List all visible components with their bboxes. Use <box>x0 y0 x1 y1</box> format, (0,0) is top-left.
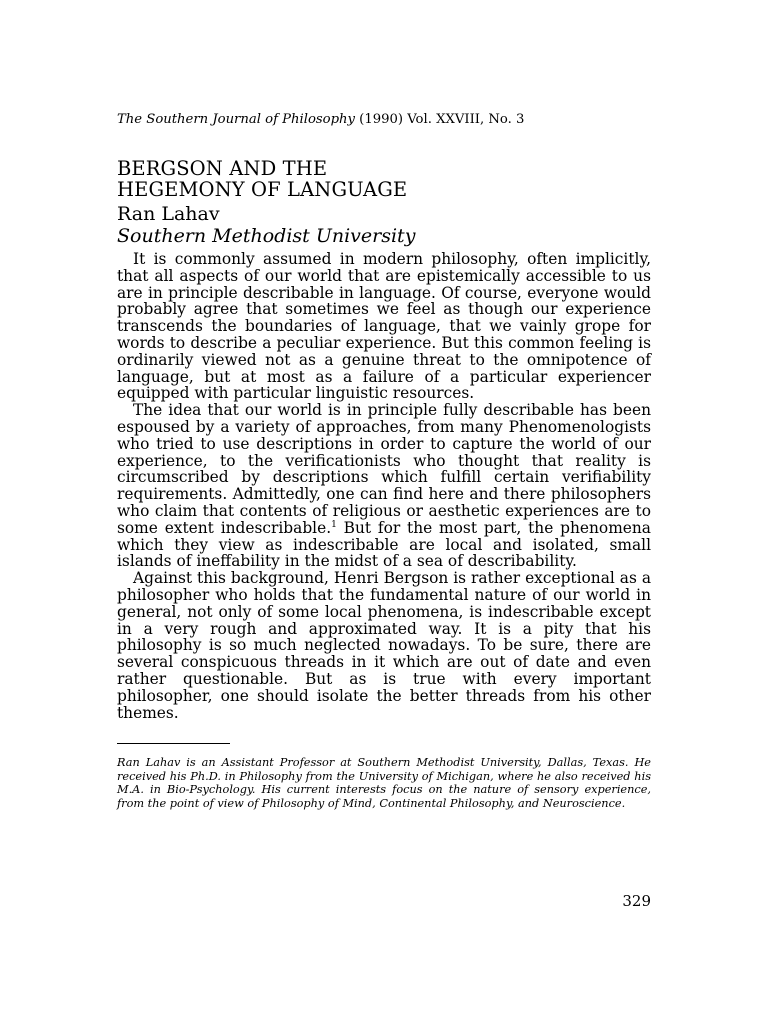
article-title-line-2: HEGEMONY OF LANGUAGE <box>117 178 408 201</box>
footnote-divider <box>117 743 230 744</box>
page-number: 329 <box>622 892 651 910</box>
article-title <box>117 158 651 200</box>
body-paragraph-1: It is commonly assumed in modern philosophy, often implicitly, that all aspects of our world that are epistemically accessible to us are in principle describable in language. Of course, everyone would probably agree that sometimes we feel as though our experience transcends the boundaries of language, that we vainly grope for words to describe a peculiar experience. But this common feeling is ordinarily viewed not as a genuine threat to the omnipotence of language, but at most as a failure of a particular experiencer equipped with particular linguistic resources. <box>117 250 651 403</box>
body-paragraph-2-before-note: The idea that our world is in principle fully describable has been espoused by a variety of approaches, from many Phenomenologists who tried to use descriptions in order to capture the world of our experience, to the verificationists who thought that reality is circumscribed by descriptions which fulfill certain verifiability requirements. Admittedly, one can find here and there philosophers who claim that contents of religious or aesthetic experiences are to some extent indescribable. <box>117 401 651 537</box>
author-affiliation: Southern Methodist University <box>117 225 416 247</box>
article-title-line-1: BERGSON AND THE <box>117 157 328 180</box>
body-paragraph-2 <box>117 402 651 570</box>
author-footnote: Ran Lahav is an Assistant Professor at Southern Methodist University, Dallas, Texas. He received his Ph.D. in Philosophy from the University of Michigan, where he also received his M.A. in Bio-Psychology. His current interests focus on the nature of sensory experience, from the point of view of Philosophy of Mind, Continental Philosophy, and Neuroscience. <box>117 756 651 810</box>
running-head <box>117 112 651 128</box>
body-paragraph-3: Against this background, Henri Bergson is rather exceptional as a philosopher who holds that the fundamental nature of our world in general, not only of some local phenomena, is indescribable except in a very rough and approximated way. It is a pity that his philosophy is so much neglected nowadays. To be sure, there are several conspicuous threads in it which are out of date and even rather questionable. But as is true with every important philosopher, one should isolate the better threads from his other themes. <box>117 569 651 722</box>
journal-page <box>117 112 651 810</box>
footnote-reference: 1 <box>331 519 337 530</box>
journal-issue-details: (1990) Vol. XXVIII, No. 3 <box>354 112 525 127</box>
body-paragraph-2-after-note: But for the most part, the phenomena which they view as indescribable are local and isolated, small islands of ineffability in the midst of a sea of describability. <box>117 518 651 571</box>
journal-name: The Southern Journal of Philosophy <box>117 112 355 127</box>
author-name: Ran Lahav <box>117 203 220 225</box>
